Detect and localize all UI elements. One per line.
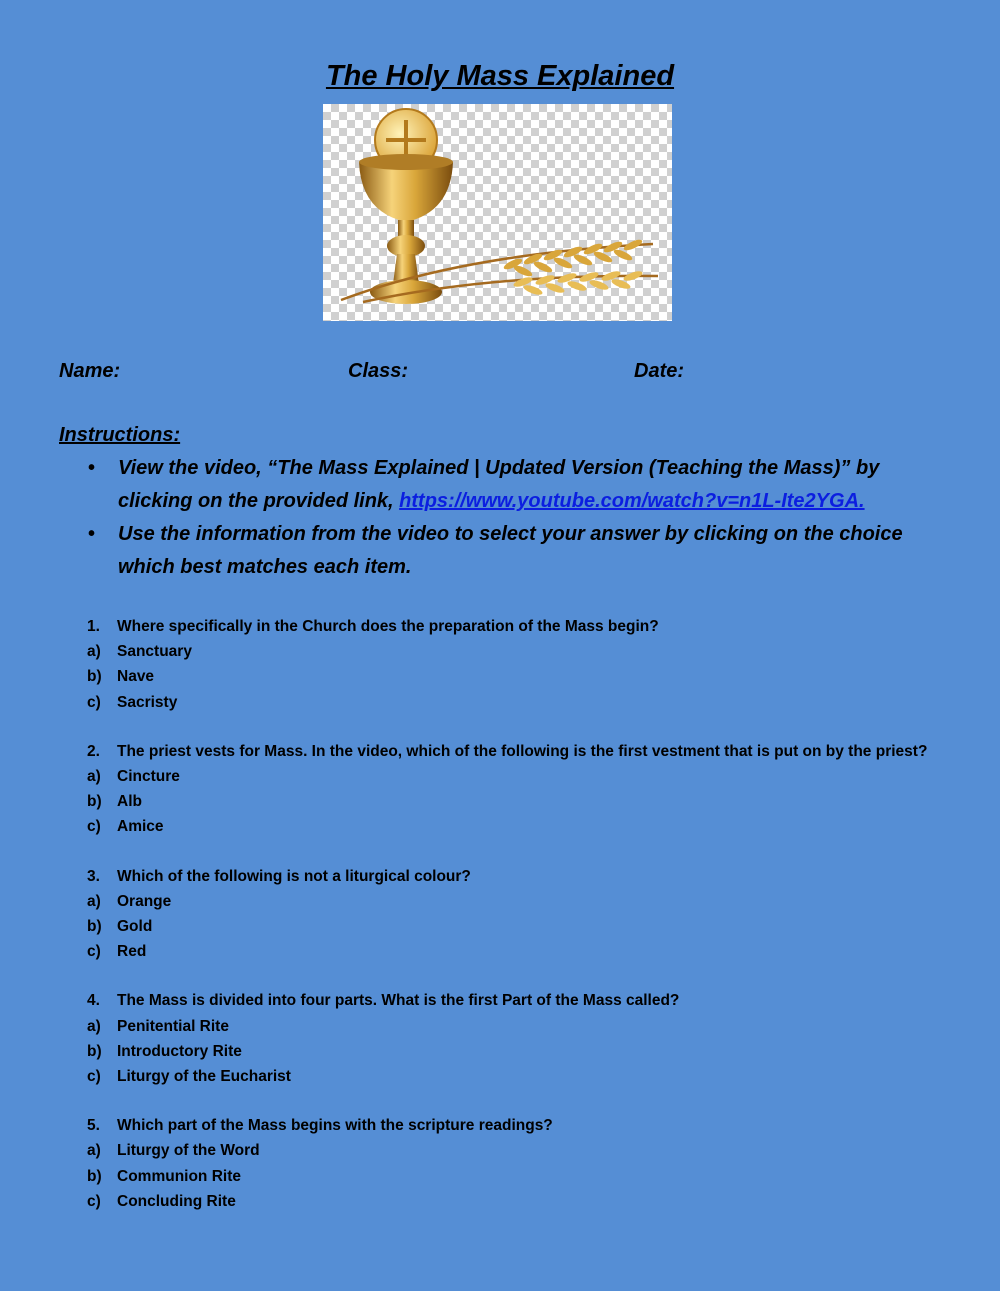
question-number: 5. xyxy=(87,1117,100,1135)
question-number: 2. xyxy=(87,742,100,760)
choice-label: c) xyxy=(87,693,101,711)
date-label: Date: xyxy=(634,360,685,382)
chalice-image xyxy=(323,104,672,321)
question-text: Which of the following is not a liturgical colour? xyxy=(117,867,471,885)
answer-choice[interactable] xyxy=(87,639,987,664)
choice-label: a) xyxy=(87,643,101,661)
choice-text: Alb xyxy=(117,793,142,811)
answer-choice[interactable] xyxy=(87,789,987,814)
answer-choice[interactable] xyxy=(87,1138,987,1163)
choice-text: Cincture xyxy=(117,768,180,786)
chalice-wheat-illustration xyxy=(323,104,672,321)
question-block xyxy=(87,1113,987,1214)
choice-label: b) xyxy=(87,1042,102,1060)
choice-text: Orange xyxy=(117,892,172,910)
answer-choice[interactable] xyxy=(87,1039,987,1064)
choice-label: b) xyxy=(87,1167,102,1185)
choice-label: b) xyxy=(87,918,102,936)
choice-text: Sanctuary xyxy=(117,643,192,661)
instruction-item xyxy=(59,518,939,584)
answer-choice[interactable] xyxy=(87,814,987,839)
choice-label: a) xyxy=(87,892,101,910)
bullet-icon: • xyxy=(88,523,96,545)
choice-label: c) xyxy=(87,1068,101,1086)
question xyxy=(87,988,987,1013)
answer-choice[interactable] xyxy=(87,764,987,789)
answer-choice[interactable] xyxy=(87,939,987,964)
question-number: 4. xyxy=(87,992,100,1010)
choice-label: a) xyxy=(87,1017,101,1035)
choice-label: c) xyxy=(87,943,101,961)
choice-text: Nave xyxy=(117,668,155,686)
answer-choice[interactable] xyxy=(87,1164,987,1189)
answer-choice[interactable] xyxy=(87,664,987,689)
choice-label: c) xyxy=(87,1192,101,1210)
choice-text: Red xyxy=(117,943,147,961)
question-number: 3. xyxy=(87,867,100,885)
page-title: The Holy Mass Explained xyxy=(325,60,675,92)
answer-choice[interactable] xyxy=(87,1014,987,1039)
instructions-heading: Instructions: xyxy=(59,424,181,446)
choice-text: Introductory Rite xyxy=(117,1042,242,1060)
choice-text: Concluding Rite xyxy=(117,1192,236,1210)
answer-choice[interactable] xyxy=(87,889,987,914)
answer-choice[interactable] xyxy=(87,1189,987,1214)
question xyxy=(87,739,987,764)
video-link[interactable]: https://www.youtube.com/watch?v=n1L-Ite2YGA. xyxy=(399,490,865,512)
question xyxy=(87,1113,987,1138)
choice-text: Liturgy of the Eucharist xyxy=(117,1068,291,1086)
name-label: Name: xyxy=(59,360,121,382)
choice-text: Gold xyxy=(117,918,153,936)
instruction-item xyxy=(59,452,939,518)
bullet-icon: • xyxy=(88,457,96,479)
question-text: The Mass is divided into four parts. What is the first Part of the Mass called? xyxy=(117,992,680,1010)
choice-label: b) xyxy=(87,793,102,811)
choice-text: Penitential Rite xyxy=(117,1017,229,1035)
instruction-text: View the video, “The Mass Explained | Updated Version (Teaching the Mass)” by clicking on the provided link, xyxy=(118,457,880,512)
question xyxy=(87,864,987,889)
choice-label: a) xyxy=(87,768,101,786)
question-block xyxy=(87,988,987,1089)
choice-label: a) xyxy=(87,1142,101,1160)
question-text: Which part of the Mass begins with the scripture readings? xyxy=(117,1117,553,1135)
instructions-list xyxy=(59,452,939,584)
choice-text: Liturgy of the Word xyxy=(117,1142,260,1160)
answer-choice[interactable] xyxy=(87,1064,987,1089)
question-block xyxy=(87,739,987,840)
question-text: Where specifically in the Church does the preparation of the Mass begin? xyxy=(117,618,659,635)
class-label: Class: xyxy=(348,360,409,382)
question-block xyxy=(87,864,987,965)
quiz xyxy=(87,614,987,1238)
choice-text: Sacristy xyxy=(117,693,178,711)
question-number: 1. xyxy=(87,618,100,635)
answer-choice[interactable] xyxy=(87,914,987,939)
choice-label: c) xyxy=(87,818,101,836)
question-text: The priest vests for Mass. In the video, which of the following is the first vestment that is put on by the priest? xyxy=(117,742,928,760)
choice-text: Amice xyxy=(117,818,164,836)
question-block xyxy=(87,614,987,715)
question xyxy=(87,614,987,639)
choice-text: Communion Rite xyxy=(117,1167,241,1185)
answer-choice[interactable] xyxy=(87,690,987,715)
choice-label: b) xyxy=(87,668,102,686)
instruction-text: Use the information from the video to select your answer by clicking on the choice which best matches each item. xyxy=(118,523,903,578)
